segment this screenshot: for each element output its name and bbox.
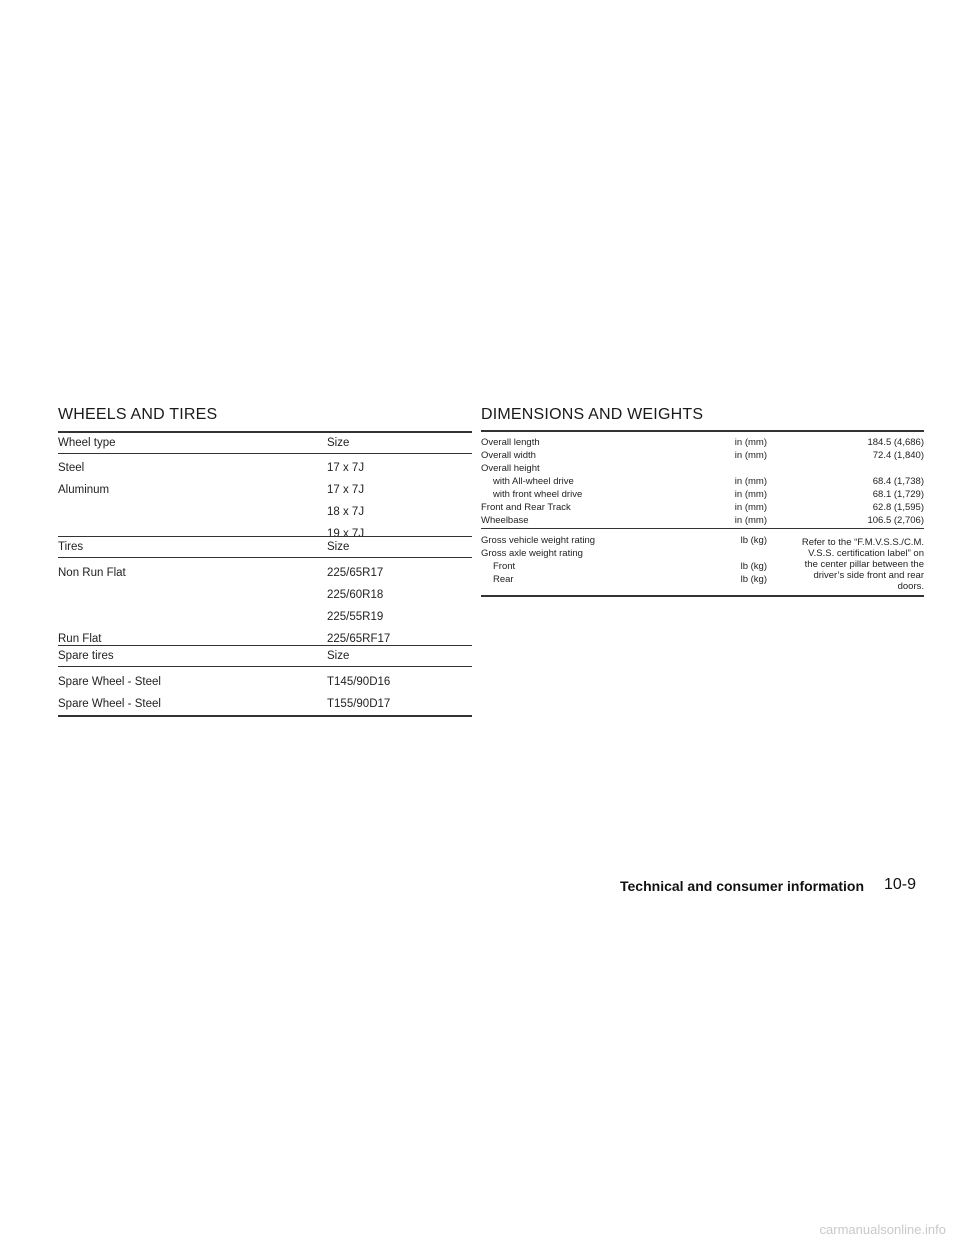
header-size: Size [327,650,350,662]
header-spare-tires: Spare tires [58,650,114,662]
table-row [481,514,924,527]
table-row [481,449,924,462]
table-row [58,584,472,606]
dimension-unit: in (mm) [734,476,767,487]
certification-label-note [774,537,924,592]
watermark: carmanualsonline.info [819,1222,946,1237]
dimension-value: 184.5 (4,686) [867,437,924,448]
rear-unit: lb (kg) [740,574,767,585]
dimension-unit: in (mm) [734,450,767,461]
tire-type-cell: Run Flat [58,633,102,645]
spare-type-cell: Spare Wheel - Steel [58,698,161,710]
dimension-unit: in (mm) [734,515,767,526]
dimension-label: Overall length [481,437,540,448]
gawr-label: Gross axle weight rating [481,548,583,559]
table-row [58,606,472,628]
table-row [481,436,924,449]
dimension-value: 106.5 (2,706) [867,515,924,526]
front-label: Front [493,561,516,572]
gvwr-label: Gross vehicle weight rating [481,535,596,546]
table-row [58,501,472,523]
table-row [58,479,472,501]
dimension-value: 68.4 (1,738) [872,476,924,487]
tire-size-cell: 225/60R18 [327,589,384,601]
note-line: Refer to the “F.M.V.S.S./C.M. [801,537,924,548]
table-row [58,693,472,715]
dimension-label: with front wheel drive [493,489,583,500]
wheel-size-cell: 17 x 7J [327,484,365,496]
wheel-type-cell: Aluminum [58,484,110,496]
spare-type-cell: Spare Wheel - Steel [58,676,161,688]
table-header [58,537,472,557]
tire-size-cell: 225/55R19 [327,611,384,623]
header-wheel-type: Wheel type [58,437,116,449]
wheel-type-table [58,431,472,545]
header-size: Size [327,437,350,449]
table-row [481,488,924,501]
table-row [481,475,924,488]
dimension-unit: in (mm) [734,437,767,448]
spare-tires-table [58,645,472,717]
footer-section-title: Technical and consumer information [620,878,865,894]
dimension-label: Front and Rear Track [481,502,571,513]
table-row [58,457,472,479]
note-line: V.S.S. certification label” on [808,548,924,559]
weight-ratings [481,534,924,590]
wheel-size-cell: 18 x 7J [327,506,365,518]
dimensions-table [481,430,924,597]
tire-size-cell: 225/65RF17 [327,633,391,645]
dimension-label: with All-wheel drive [493,476,574,487]
page-number: 10-9 [884,876,917,893]
dimension-value: 68.1 (1,729) [872,489,924,500]
tire-size-cell: 225/65R17 [327,567,384,579]
table-row [481,501,924,514]
wheels-and-tires-title: WHEELS AND TIRES [58,406,218,423]
dimension-label: Overall height [481,463,540,474]
note-line: the center pillar between the [804,559,924,570]
note-line: driver’s side front and rear [813,570,924,581]
gvwr-unit: lb (kg) [740,535,767,546]
table-row [58,671,472,693]
dimension-unit: in (mm) [734,489,767,500]
dimension-unit: in (mm) [734,502,767,513]
header-size: Size [327,541,350,553]
front-unit: lb (kg) [740,561,767,572]
table-row [481,462,924,475]
table-header [58,433,472,453]
tire-type-cell: Non Run Flat [58,567,126,579]
wheel-size-cell: 17 x 7J [327,462,365,474]
rear-label: Rear [493,574,514,585]
dimension-value: 72.4 (1,840) [872,450,924,461]
dimension-value: 62.8 (1,595) [872,502,924,513]
spare-size-cell: T155/90D17 [327,698,391,710]
dimension-label: Overall width [481,450,536,461]
note-line: doors. [897,581,924,592]
wheel-type-cell: Steel [58,462,85,474]
tires-table [58,536,472,650]
spare-size-cell: T145/90D16 [327,676,391,688]
dimension-label: Wheelbase [481,515,529,526]
header-tires: Tires [58,541,84,553]
wheel-size-cell: 19 x 7J [327,528,365,540]
table-row [58,562,472,584]
table-header [58,646,472,666]
dimensions-and-weights-title: DIMENSIONS AND WEIGHTS [481,406,704,423]
